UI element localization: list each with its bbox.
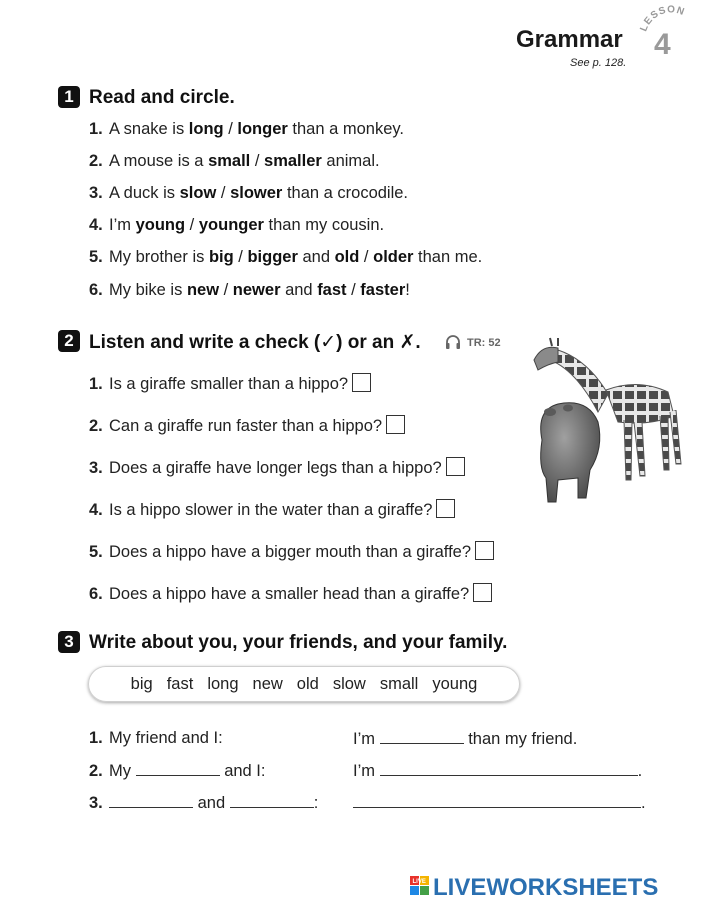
slash: /: [233, 248, 248, 266]
item-number: 2.: [89, 152, 103, 170]
slash: /: [359, 248, 374, 266]
brand-name: LIVEWORKSHEETS: [433, 874, 659, 901]
row-text: I’m: [353, 762, 375, 780]
item-text: A mouse is a: [109, 152, 209, 170]
answer-checkbox[interactable]: [446, 457, 465, 476]
answer-blank[interactable]: [380, 729, 464, 744]
svg-text:LIVE: [413, 879, 426, 885]
section-1-title: Read and circle.: [89, 87, 235, 108]
word-bank-word: old: [296, 674, 319, 693]
slash: /: [185, 216, 199, 234]
row-text: .: [637, 762, 643, 780]
option-a[interactable]: new: [186, 281, 220, 299]
question-text: Can a giraffe run faster than a hippo?: [109, 417, 383, 435]
item-number: 3.: [89, 184, 103, 202]
section-3-title: Write about you, your friends, and your family.: [89, 632, 508, 653]
s1-item-4: [89, 216, 384, 235]
section-3-number: 3: [58, 631, 80, 653]
word-bank-word: big: [130, 674, 153, 693]
s3-row-2-right: [353, 761, 642, 781]
item-number: 6.: [89, 585, 103, 603]
page-title: Grammar: [516, 26, 623, 53]
item-number: 5.: [89, 248, 103, 266]
track-number: TR: 52: [467, 337, 501, 349]
s2-question-5: [89, 541, 494, 562]
answer-blank[interactable]: [353, 793, 641, 808]
s2-question-2: [89, 415, 405, 436]
answer-checkbox[interactable]: [475, 541, 494, 560]
lesson-number: 4: [654, 28, 671, 61]
item-text: and: [297, 248, 335, 266]
option-a[interactable]: slow: [179, 184, 217, 202]
word-bank-word: slow: [332, 674, 366, 693]
s3-row-2-left: [89, 761, 265, 781]
item-text: than a crocodile.: [282, 184, 409, 202]
section-2-number: 2: [58, 330, 80, 352]
word-bank: [88, 666, 520, 702]
s3-row-3-left: [89, 793, 318, 813]
s1-item-1: [89, 120, 404, 139]
option-a[interactable]: young: [135, 216, 186, 234]
s3-row-1-right: [353, 729, 577, 749]
item-text: than a monkey.: [287, 120, 404, 138]
item-text: A snake is: [109, 120, 189, 138]
item-text: than my cousin.: [263, 216, 385, 234]
question-text: Is a giraffe smaller than a hippo?: [109, 375, 349, 393]
row-text: than my friend.: [468, 730, 578, 748]
option-c[interactable]: old: [334, 248, 360, 266]
option-b[interactable]: younger: [198, 216, 264, 234]
question-text: Is a hippo slower in the water than a giraffe?: [109, 501, 433, 519]
item-number: 5.: [89, 543, 103, 561]
s2-question-3: [89, 457, 465, 478]
row-text: My friend and I:: [109, 729, 223, 747]
question-text: Does a hippo have a bigger mouth than a giraffe?: [109, 543, 472, 561]
slash: /: [223, 120, 238, 138]
question-text: Does a giraffe have longer legs than a hippo?: [109, 459, 442, 477]
option-b[interactable]: bigger: [247, 248, 298, 266]
section-2-title: Listen and write a check (✓) or an ✗.: [89, 332, 421, 353]
answer-checkbox[interactable]: [473, 583, 492, 602]
s3-row-1-left: [89, 729, 223, 748]
s2-question-1: [89, 373, 371, 394]
item-number: 3.: [89, 794, 103, 812]
row-text: and: [197, 794, 226, 812]
word-bank-word: fast: [166, 674, 194, 693]
item-text: and: [280, 281, 318, 299]
s1-item-6: [89, 281, 410, 300]
item-number: 6.: [89, 281, 103, 299]
option-b[interactable]: longer: [237, 120, 288, 138]
answer-blank[interactable]: [136, 761, 220, 776]
option-a[interactable]: long: [188, 120, 224, 138]
s1-item-5: [89, 248, 482, 267]
lesson-badge: [636, 4, 706, 64]
word-bank-word: new: [252, 674, 283, 693]
row-text: .: [641, 794, 646, 812]
answer-blank[interactable]: [380, 761, 638, 776]
option-a[interactable]: big: [208, 248, 234, 266]
item-number: 4.: [89, 501, 103, 519]
option-b[interactable]: slower: [230, 184, 283, 202]
item-text: My brother is: [109, 248, 209, 266]
row-text: and I:: [224, 762, 266, 780]
option-b[interactable]: newer: [232, 281, 281, 299]
slash: /: [250, 152, 265, 170]
row-text: I’m: [353, 730, 375, 748]
slash: /: [346, 281, 361, 299]
headphones-icon: [444, 333, 462, 351]
liveworksheets-logo: [408, 872, 708, 902]
item-number: 1.: [89, 729, 103, 747]
s3-row-3-right: [353, 793, 646, 813]
item-text: A duck is: [109, 184, 180, 202]
item-text: animal.: [321, 152, 380, 170]
s2-question-4: [89, 499, 455, 520]
answer-checkbox[interactable]: [352, 373, 371, 392]
item-number: 3.: [89, 459, 103, 477]
question-text: Does a hippo have a smaller head than a giraffe?: [109, 585, 470, 603]
s1-item-3: [89, 184, 408, 203]
answer-blank[interactable]: [109, 793, 193, 808]
row-text: :: [313, 794, 319, 812]
giraffe-hippo-image: [528, 330, 688, 506]
s2-question-6: [89, 583, 492, 604]
option-a[interactable]: small: [208, 152, 251, 170]
row-text: My: [109, 762, 131, 780]
option-d[interactable]: older: [373, 248, 414, 266]
answer-blank[interactable]: [230, 793, 314, 808]
word-bank-word: young: [432, 674, 478, 693]
option-b[interactable]: smaller: [264, 152, 322, 170]
s1-item-2: [89, 152, 380, 171]
item-number: 4.: [89, 216, 103, 234]
slash: /: [219, 281, 233, 299]
item-text: than me.: [413, 248, 483, 266]
item-number: 1.: [89, 375, 103, 393]
section-1-number: 1: [58, 86, 80, 108]
word-bank-word: small: [379, 674, 419, 693]
item-text: !: [405, 281, 410, 299]
item-number: 2.: [89, 417, 103, 435]
answer-checkbox[interactable]: [436, 499, 455, 518]
item-text: My bike is: [109, 281, 187, 299]
item-text: I’m: [109, 216, 136, 234]
answer-checkbox[interactable]: [386, 415, 405, 434]
word-bank-word: long: [207, 674, 239, 693]
logo-letters: LIVE: [412, 879, 426, 885]
item-number: 2.: [89, 762, 103, 780]
page-reference: See p. 128.: [570, 57, 627, 69]
lesson-label: LESSON: [638, 4, 687, 34]
option-d[interactable]: faster: [360, 281, 406, 299]
slash: /: [216, 184, 231, 202]
option-c[interactable]: fast: [317, 281, 347, 299]
item-number: 1.: [89, 120, 103, 138]
